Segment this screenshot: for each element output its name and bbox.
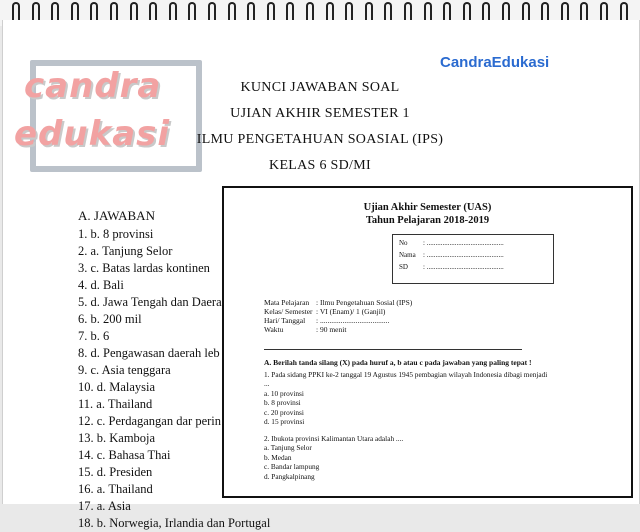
- header-line-3: ILMU PENGETAHUAN SOASIAL (IPS): [196, 132, 444, 147]
- answer-item: 6. b. 200 mil: [78, 312, 142, 326]
- sheet-subtitle: Tahun Pelajaran 2018-2019: [365, 215, 490, 226]
- info-value: : .....................................: [316, 316, 390, 325]
- answer-item: 18. b. Norwegia, Irlandia dan Portugal: [78, 516, 271, 530]
- question-text: 2. Ibukota provinsi Kalimantan Utara adalah ....: [264, 434, 404, 443]
- id-row-sd: [399, 263, 504, 271]
- option: c. Bandar lampung: [264, 462, 320, 472]
- question-1: [264, 370, 547, 426]
- info-label: Kelas/ Semester: [264, 307, 313, 316]
- id-value: : ............................................: [423, 239, 504, 247]
- info-label: Waktu: [264, 325, 284, 334]
- info-value: : VI (Enam)/ 1 (Ganjil): [316, 307, 386, 316]
- answer-item: 3. c. Batas lardas kontinen: [78, 261, 210, 275]
- info-value: : Ilmu Pengetahuan Sosial (IPS): [316, 298, 413, 307]
- answer-item: 5. d. Jawa Tengah dan Daera: [78, 295, 222, 309]
- id-row-no: [399, 239, 504, 247]
- answer-item: 8. d. Pengawasan daerah leb: [78, 346, 220, 360]
- answer-item: 12. c. Perdagangan dar perin: [78, 414, 221, 428]
- student-id-box: [392, 234, 554, 284]
- option: b. 8 provinsi: [264, 398, 301, 408]
- answer-item: 16. a. Thailand: [78, 482, 153, 496]
- header-line-2: UJIAN AKHIR SEMESTER 1: [230, 106, 410, 121]
- header-line-1: KUNCI JAWABAN SOAL: [240, 80, 400, 95]
- info-row: [264, 307, 412, 316]
- id-row-nama: [399, 251, 504, 259]
- header-line-4: KELAS 6 SD/MI: [269, 158, 371, 173]
- exam-sheet-preview: [222, 186, 633, 498]
- answers-title: A. JAWABAN: [78, 208, 155, 223]
- option: b. Medan: [264, 452, 292, 462]
- sheet-title: Ujian Akhir Semester (UAS): [363, 202, 492, 213]
- info-label: Mata Pelajaran: [264, 298, 310, 307]
- answer-item: 9. c. Asia tenggara: [78, 363, 171, 377]
- id-value: : ............................................: [423, 251, 504, 259]
- info-row: [264, 325, 412, 334]
- info-value: : 90 menit: [316, 325, 347, 334]
- question-text: 1. Pada sidang PPKI ke-2 tanggal 19 Agustus 1945 pembagian wilayah Indonesia dibagi menjadi: [264, 370, 548, 379]
- answer-item: 10. d. Malaysia: [78, 380, 156, 394]
- instruction: A. Berilah tanda silang (X) pada huruf a, b atau c pada jawaban yang paling tepat !: [264, 358, 532, 367]
- answer-item: 11. a. Thailand: [78, 397, 153, 411]
- exam-info: [264, 298, 412, 334]
- brand-name: CandraEdukasi: [440, 54, 550, 71]
- answer-item: 2. a. Tanjung Selor: [78, 244, 173, 258]
- info-label: Hari/ Tanggal: [264, 316, 306, 325]
- answer-item: 13. b. Kamboja: [78, 431, 156, 445]
- info-row: [264, 298, 412, 307]
- info-row: [264, 316, 412, 325]
- answer-item: 14. c. Bahasa Thai: [78, 448, 171, 462]
- answer-item: 4. d. Bali: [78, 278, 124, 292]
- id-label: No: [399, 239, 408, 247]
- option: a. Tanjung Selor: [264, 443, 312, 453]
- logo-word-candra: candra: [24, 66, 162, 106]
- answer-item: 1. b. 8 provinsi: [78, 227, 154, 241]
- divider: [264, 349, 522, 350]
- answer-item: 15. d. Presiden: [78, 465, 153, 479]
- question-cont: ...: [264, 379, 270, 389]
- option: a. 10 provinsi: [264, 388, 304, 398]
- question-2: [264, 434, 403, 481]
- answer-item: 7. b. 6: [78, 329, 110, 343]
- option: c. 20 provinsi: [264, 407, 304, 417]
- option: d. Pangkalpinang: [264, 471, 315, 481]
- id-value: : ............................................: [423, 263, 504, 271]
- option: d. 15 provinsi: [264, 417, 305, 427]
- id-label: SD: [399, 263, 408, 271]
- id-label: Nama: [399, 251, 416, 259]
- answer-item: 17. a. Asia: [78, 499, 131, 513]
- logo-word-edukasi: edukasi: [14, 114, 171, 154]
